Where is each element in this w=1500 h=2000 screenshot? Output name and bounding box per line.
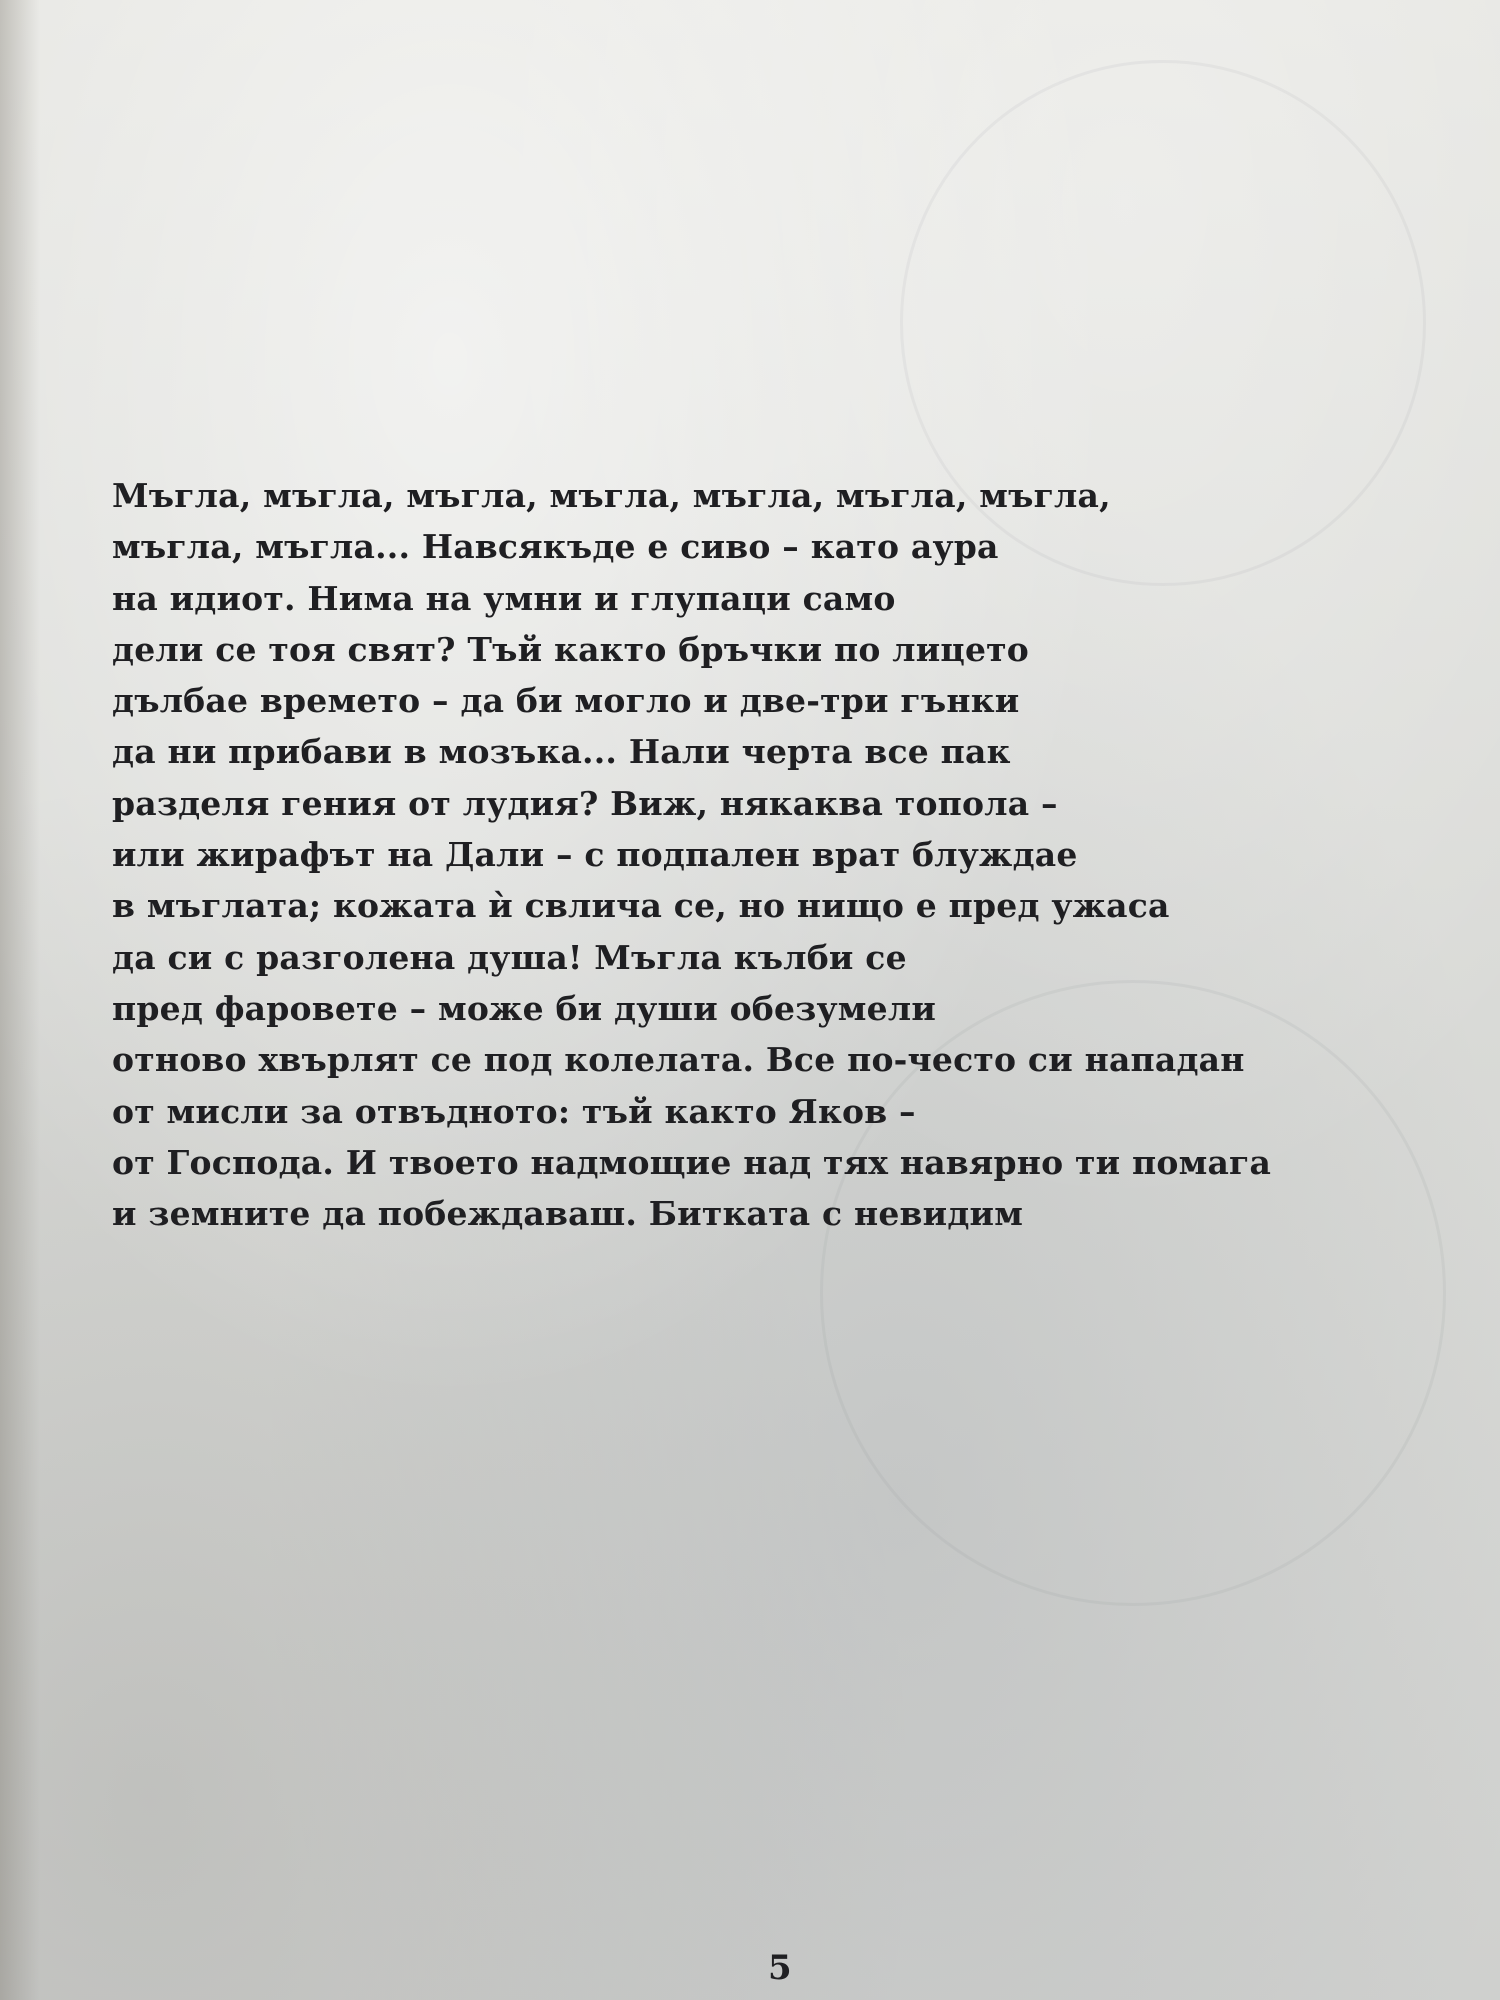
poem-line: Мъгла, мъгла, мъгла, мъгла, мъгла, мъгла, мъгла,: [112, 476, 1111, 515]
poem-line: дели се тоя свят? Тъй както бръчки по лицето: [112, 629, 1030, 669]
page-number: 5: [768, 1948, 792, 1988]
poem-line: мъгла, мъгла... Навсякъде е сиво – като аура: [112, 527, 999, 567]
page-gutter-shadow: [0, 0, 40, 2000]
poem-line: от мисли за отвъдното: тъй както Яков –: [112, 1091, 916, 1131]
poem-line: на идиот. Нима на умни и глупаци само: [112, 578, 896, 618]
poem-line: дълбае времето – да би могло и две-три гънки: [112, 681, 1020, 721]
poem-line: от Господа. И твоето надмощие над тях навярно ти помага: [112, 1142, 1272, 1182]
poem-line: отново хвърлят се под колелата. Все по-често си нападан: [112, 1040, 1245, 1080]
poem-text: [112, 470, 1452, 1239]
poem-line: в мъглата; кожата ѝ свлича се, но нищо е пред ужаса: [112, 886, 1170, 926]
poem-line: разделя гения от лудия? Виж, някаква топола –: [112, 783, 1058, 823]
poem-line: или жирафът на Дали – с подпален врат блуждае: [112, 835, 1078, 875]
poem-line: да ни прибави в мозъка... Нали черта все пак: [112, 732, 1011, 772]
poem-line: да си с разголена душа! Мъгла кълби се: [112, 937, 907, 977]
poem-line: пред фаровете – може би души обезумели: [112, 988, 936, 1028]
poem-line: и земните да побеждаваш. Битката с невидим: [112, 1194, 1024, 1234]
